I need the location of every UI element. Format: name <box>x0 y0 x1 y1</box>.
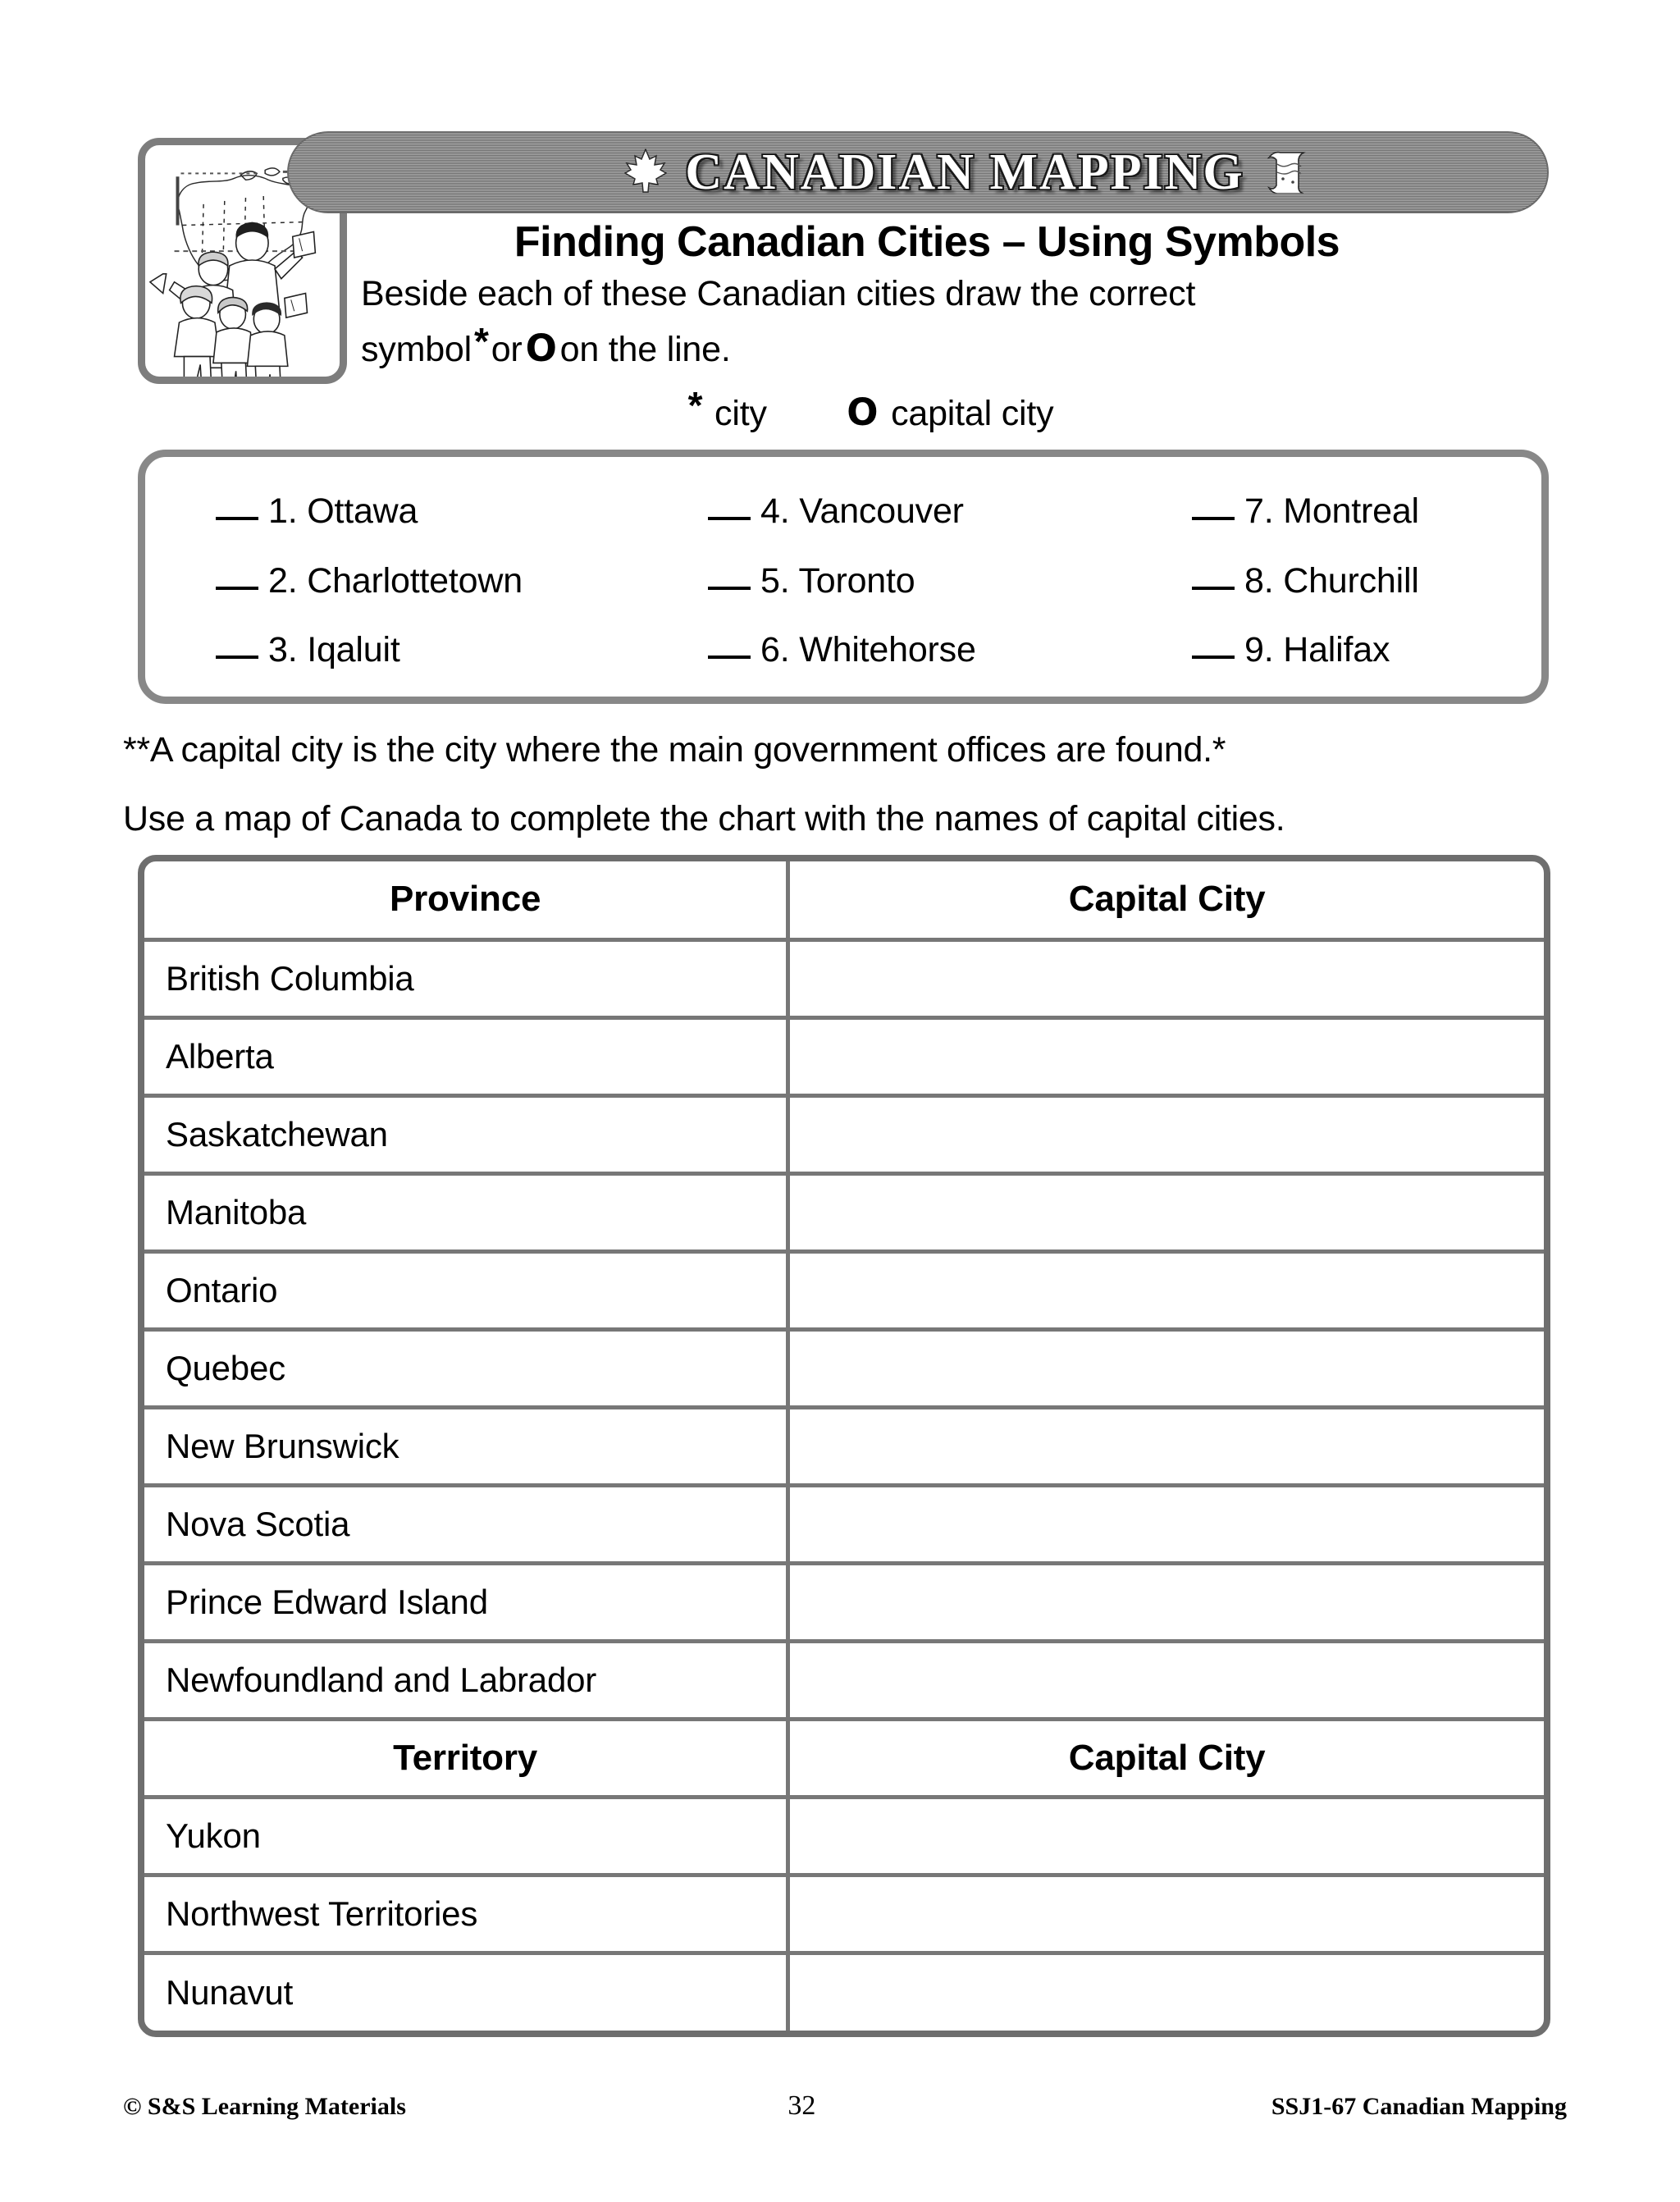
legend-city-label: city <box>714 393 767 433</box>
answer-blank-2[interactable] <box>216 587 258 590</box>
capital-answer-cell[interactable] <box>788 1251 1544 1329</box>
province-name: Manitoba <box>144 1173 788 1251</box>
capital-cities-chart <box>138 855 1550 2037</box>
city-name: Toronto <box>798 560 915 601</box>
instruction-line-2-pre: symbol <box>361 330 472 369</box>
instruction-mid: or <box>491 330 523 369</box>
circle-symbol-icon: O <box>525 327 557 370</box>
city-item <box>216 485 708 538</box>
answer-blank-6[interactable] <box>708 656 751 659</box>
legend-circle-icon: O <box>847 390 879 434</box>
city-item <box>1192 624 1509 677</box>
table-row <box>144 1485 1544 1563</box>
table-header-row-territory <box>144 1719 1544 1797</box>
table-row <box>144 1329 1544 1407</box>
page-footer <box>123 2090 1567 2122</box>
city-name: Ottawa <box>307 491 418 531</box>
product-code-text: SSJ1-67 Canadian Mapping <box>1271 2093 1567 2120</box>
territory-name: Northwest Territories <box>144 1875 788 1953</box>
legend-asterisk-icon: * <box>687 383 703 427</box>
city-item <box>1192 555 1509 608</box>
capital-answer-cell[interactable] <box>788 1173 1544 1251</box>
column-header-capital-city-2: Capital City <box>788 1719 1544 1797</box>
symbol-legend <box>361 383 1493 434</box>
table-row <box>144 1173 1544 1251</box>
province-name: Prince Edward Island <box>144 1563 788 1641</box>
maple-leaf-icon <box>624 148 667 197</box>
instruction-line-1: Beside each of these Canadian cities draw the correct <box>361 274 1196 314</box>
capital-answer-cell[interactable] <box>788 939 1544 1017</box>
city-number: 2. <box>268 560 298 601</box>
instruction-line-2-post: on the line. <box>559 330 731 369</box>
capital-cities-table <box>144 861 1544 2031</box>
answer-blank-5[interactable] <box>708 587 751 590</box>
city-item <box>216 624 708 677</box>
column-header-province: Province <box>144 861 788 939</box>
city-number: 7. <box>1244 491 1274 531</box>
table-row <box>144 1953 1544 2031</box>
answer-blank-3[interactable] <box>216 656 258 659</box>
capital-answer-cell[interactable] <box>788 1095 1544 1173</box>
city-item <box>708 555 1192 608</box>
city-item <box>708 485 1192 538</box>
table-row <box>144 1095 1544 1173</box>
answer-blank-7[interactable] <box>1192 517 1235 520</box>
city-name: Iqaluit <box>307 630 400 669</box>
province-name: Alberta <box>144 1017 788 1095</box>
table-row <box>144 1797 1544 1875</box>
city-item <box>216 555 708 608</box>
copyright-text: © S&S Learning Materials <box>123 2093 406 2120</box>
city-item <box>708 624 1192 677</box>
instructions-text <box>361 272 1493 373</box>
worksheet-header <box>138 131 1549 434</box>
city-number: 1. <box>268 491 298 531</box>
chart-directive-note: Use a map of Canada to complete the chart with the names of capital cities. <box>123 799 1285 838</box>
answer-blank-8[interactable] <box>1192 587 1235 590</box>
asterisk-symbol-icon: * <box>474 320 489 363</box>
province-name: Ontario <box>144 1251 788 1329</box>
table-row <box>144 1875 1544 1953</box>
city-number: 4. <box>760 491 790 531</box>
city-name: Vancouver <box>799 491 964 531</box>
capital-answer-cell[interactable] <box>788 1017 1544 1095</box>
city-name: Churchill <box>1283 560 1419 601</box>
legend-capital-city-label: capital city <box>891 393 1054 433</box>
capital-answer-cell[interactable] <box>788 1485 1544 1563</box>
column-header-territory: Territory <box>144 1719 788 1797</box>
header-text-block <box>361 220 1493 434</box>
city-name: Montreal <box>1283 491 1419 531</box>
table-row <box>144 939 1544 1017</box>
territory-name: Nunavut <box>144 1953 788 2031</box>
territory-name: Yukon <box>144 1797 788 1875</box>
province-name: New Brunswick <box>144 1407 788 1485</box>
page-title: Finding Canadian Cities – Using Symbols <box>514 218 1340 266</box>
capital-city-definition-note: **A capital city is the city where the main government offices are found.* <box>123 730 1226 770</box>
city-name: Charlottetown <box>307 560 523 601</box>
answer-blank-4[interactable] <box>708 517 751 520</box>
table-row <box>144 1407 1544 1485</box>
table-row <box>144 1017 1544 1095</box>
capital-answer-cell[interactable] <box>788 1953 1544 2031</box>
city-item <box>1192 485 1509 538</box>
cities-grid <box>216 485 1509 677</box>
page-number: 32 <box>788 2090 816 2121</box>
province-name: Nova Scotia <box>144 1485 788 1563</box>
province-name: Saskatchewan <box>144 1095 788 1173</box>
capital-answer-cell[interactable] <box>788 1875 1544 1953</box>
table-header-row-province <box>144 861 1544 939</box>
capital-answer-cell[interactable] <box>788 1641 1544 1719</box>
capital-answer-cell[interactable] <box>788 1797 1544 1875</box>
capital-answer-cell[interactable] <box>788 1329 1544 1407</box>
cities-list-box <box>138 450 1549 704</box>
city-number: 6. <box>760 630 790 669</box>
city-number: 5. <box>760 560 790 601</box>
table-row <box>144 1251 1544 1329</box>
map-scroll-icon <box>1262 148 1310 198</box>
province-name: Newfoundland and Labrador <box>144 1641 788 1719</box>
title-banner <box>287 131 1549 213</box>
city-number: 9. <box>1244 630 1274 669</box>
city-number: 3. <box>268 630 298 669</box>
capital-answer-cell[interactable] <box>788 1563 1544 1641</box>
table-row <box>144 1641 1544 1719</box>
table-row <box>144 1563 1544 1641</box>
answer-blank-1[interactable] <box>216 517 258 520</box>
province-name: British Columbia <box>144 939 788 1017</box>
column-header-capital-city: Capital City <box>788 861 1544 939</box>
banner-title-text: CANADIAN MAPPING <box>685 144 1244 200</box>
city-number: 8. <box>1244 560 1274 601</box>
province-name: Quebec <box>144 1329 788 1407</box>
city-name: Whitehorse <box>799 630 976 669</box>
capital-answer-cell[interactable] <box>788 1407 1544 1485</box>
answer-blank-9[interactable] <box>1192 656 1235 659</box>
city-name: Halifax <box>1283 630 1390 669</box>
